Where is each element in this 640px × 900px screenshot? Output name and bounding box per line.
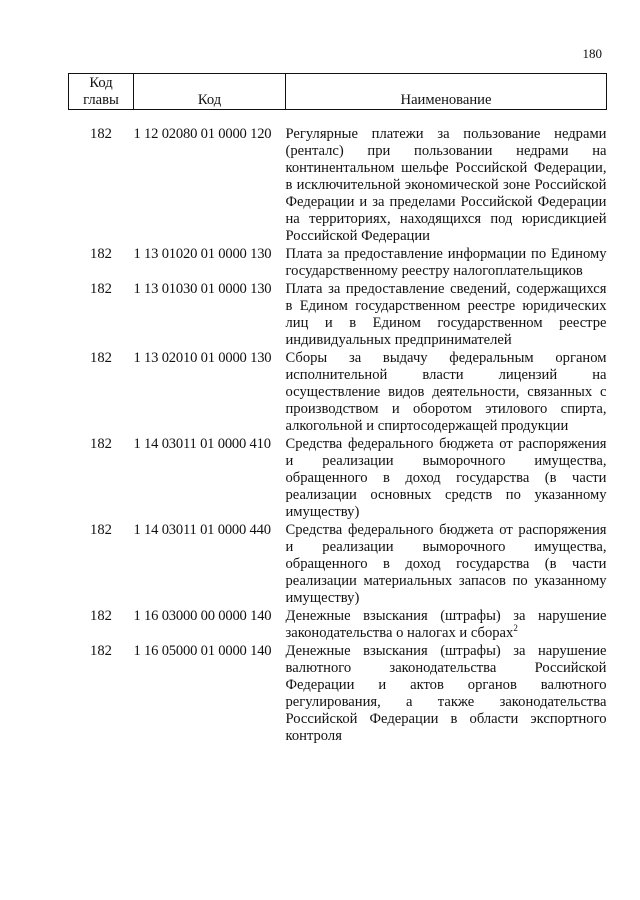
chapter-code-cell: 182 — [90, 126, 112, 142]
chapter-code-cell: 182 — [90, 436, 112, 452]
code-cell: 1 13 01030 01 0000 130 — [133, 281, 272, 297]
table-row — [69, 608, 607, 643]
footnote-marker: 2 — [513, 623, 518, 634]
code-cell: 1 14 03011 01 0000 440 — [133, 522, 271, 538]
code-cell: 1 14 03011 01 0000 410 — [133, 436, 271, 452]
code-cell: 1 12 02080 01 0000 120 — [133, 126, 272, 142]
table-row — [69, 246, 607, 281]
page-number: 180 — [582, 46, 602, 61]
budget-codes-table — [68, 73, 607, 746]
name-cell: Плата за предоставление сведений, содержащихся в Едином государственном реестре юридических лиц и в Едином государственном реестре индивидуальных предпринимателей — [285, 281, 607, 348]
table-header-row — [69, 74, 607, 110]
name-cell: Средства федерального бюджета от распоряжения и реализации выморочного имущества, обращенного в доход государства (в части реализации основных средств по указанному имуществу) — [285, 436, 607, 520]
name-cell — [286, 608, 607, 643]
code-cell: 1 16 05000 01 0000 140 — [133, 643, 272, 659]
code-cell: 1 13 01020 01 0000 130 — [133, 246, 272, 262]
chapter-code-cell: 182 — [90, 281, 112, 297]
chapter-code-cell: 182 — [90, 350, 112, 366]
header-name: Наименование — [286, 74, 607, 110]
chapter-code-cell: 182 — [90, 643, 112, 659]
table-row — [69, 350, 607, 436]
name-cell: Сборы за выдачу федеральным органом исполнительной власти лицензий на осуществление видов деятельности, связанных с производством и оборотом этилового спирта, алкогольной и спиртосодержащей продукции — [285, 350, 607, 434]
name-text: Денежные взыскания (штрафы) за нарушение законодательства о налогах и сборах — [285, 608, 607, 641]
code-cell: 1 16 03000 00 0000 140 — [133, 608, 272, 624]
name-cell: Регулярные платежи за пользование недрами (ренталс) при пользовании недрами на континентальном шельфе Российской Федерации, в исключительной экономической зоне Российской Федерации и за пределами Российской Федерации на территориях, находящихся под юрисдикцией Российской Федерации — [285, 126, 607, 244]
header-code: Код — [134, 74, 286, 110]
name-cell: Плата за предоставление информации по Единому государственному реестру налогоплательщиков — [285, 246, 607, 279]
table-row — [69, 281, 607, 350]
header-chapter-code: Код главы — [69, 74, 134, 110]
table-row — [69, 643, 607, 746]
table-row — [69, 522, 607, 608]
chapter-code-cell: 182 — [90, 608, 112, 624]
code-cell: 1 13 02010 01 0000 130 — [133, 350, 272, 366]
table-row — [69, 436, 607, 522]
table-row — [69, 110, 607, 247]
chapter-code-cell: 182 — [90, 246, 112, 262]
chapter-code-cell: 182 — [90, 522, 112, 538]
name-cell: Денежные взыскания (штрафы) за нарушение валютного законодательства Российской Федерации и актов органов валютного регулирования, а также законодательства Российской Федерации в области экспортного контроля — [285, 643, 607, 744]
name-cell: Средства федерального бюджета от распоряжения и реализации выморочного имущества, обращенного в доход государства (в части реализации материальных запасов по указанному имуществу) — [285, 522, 607, 606]
